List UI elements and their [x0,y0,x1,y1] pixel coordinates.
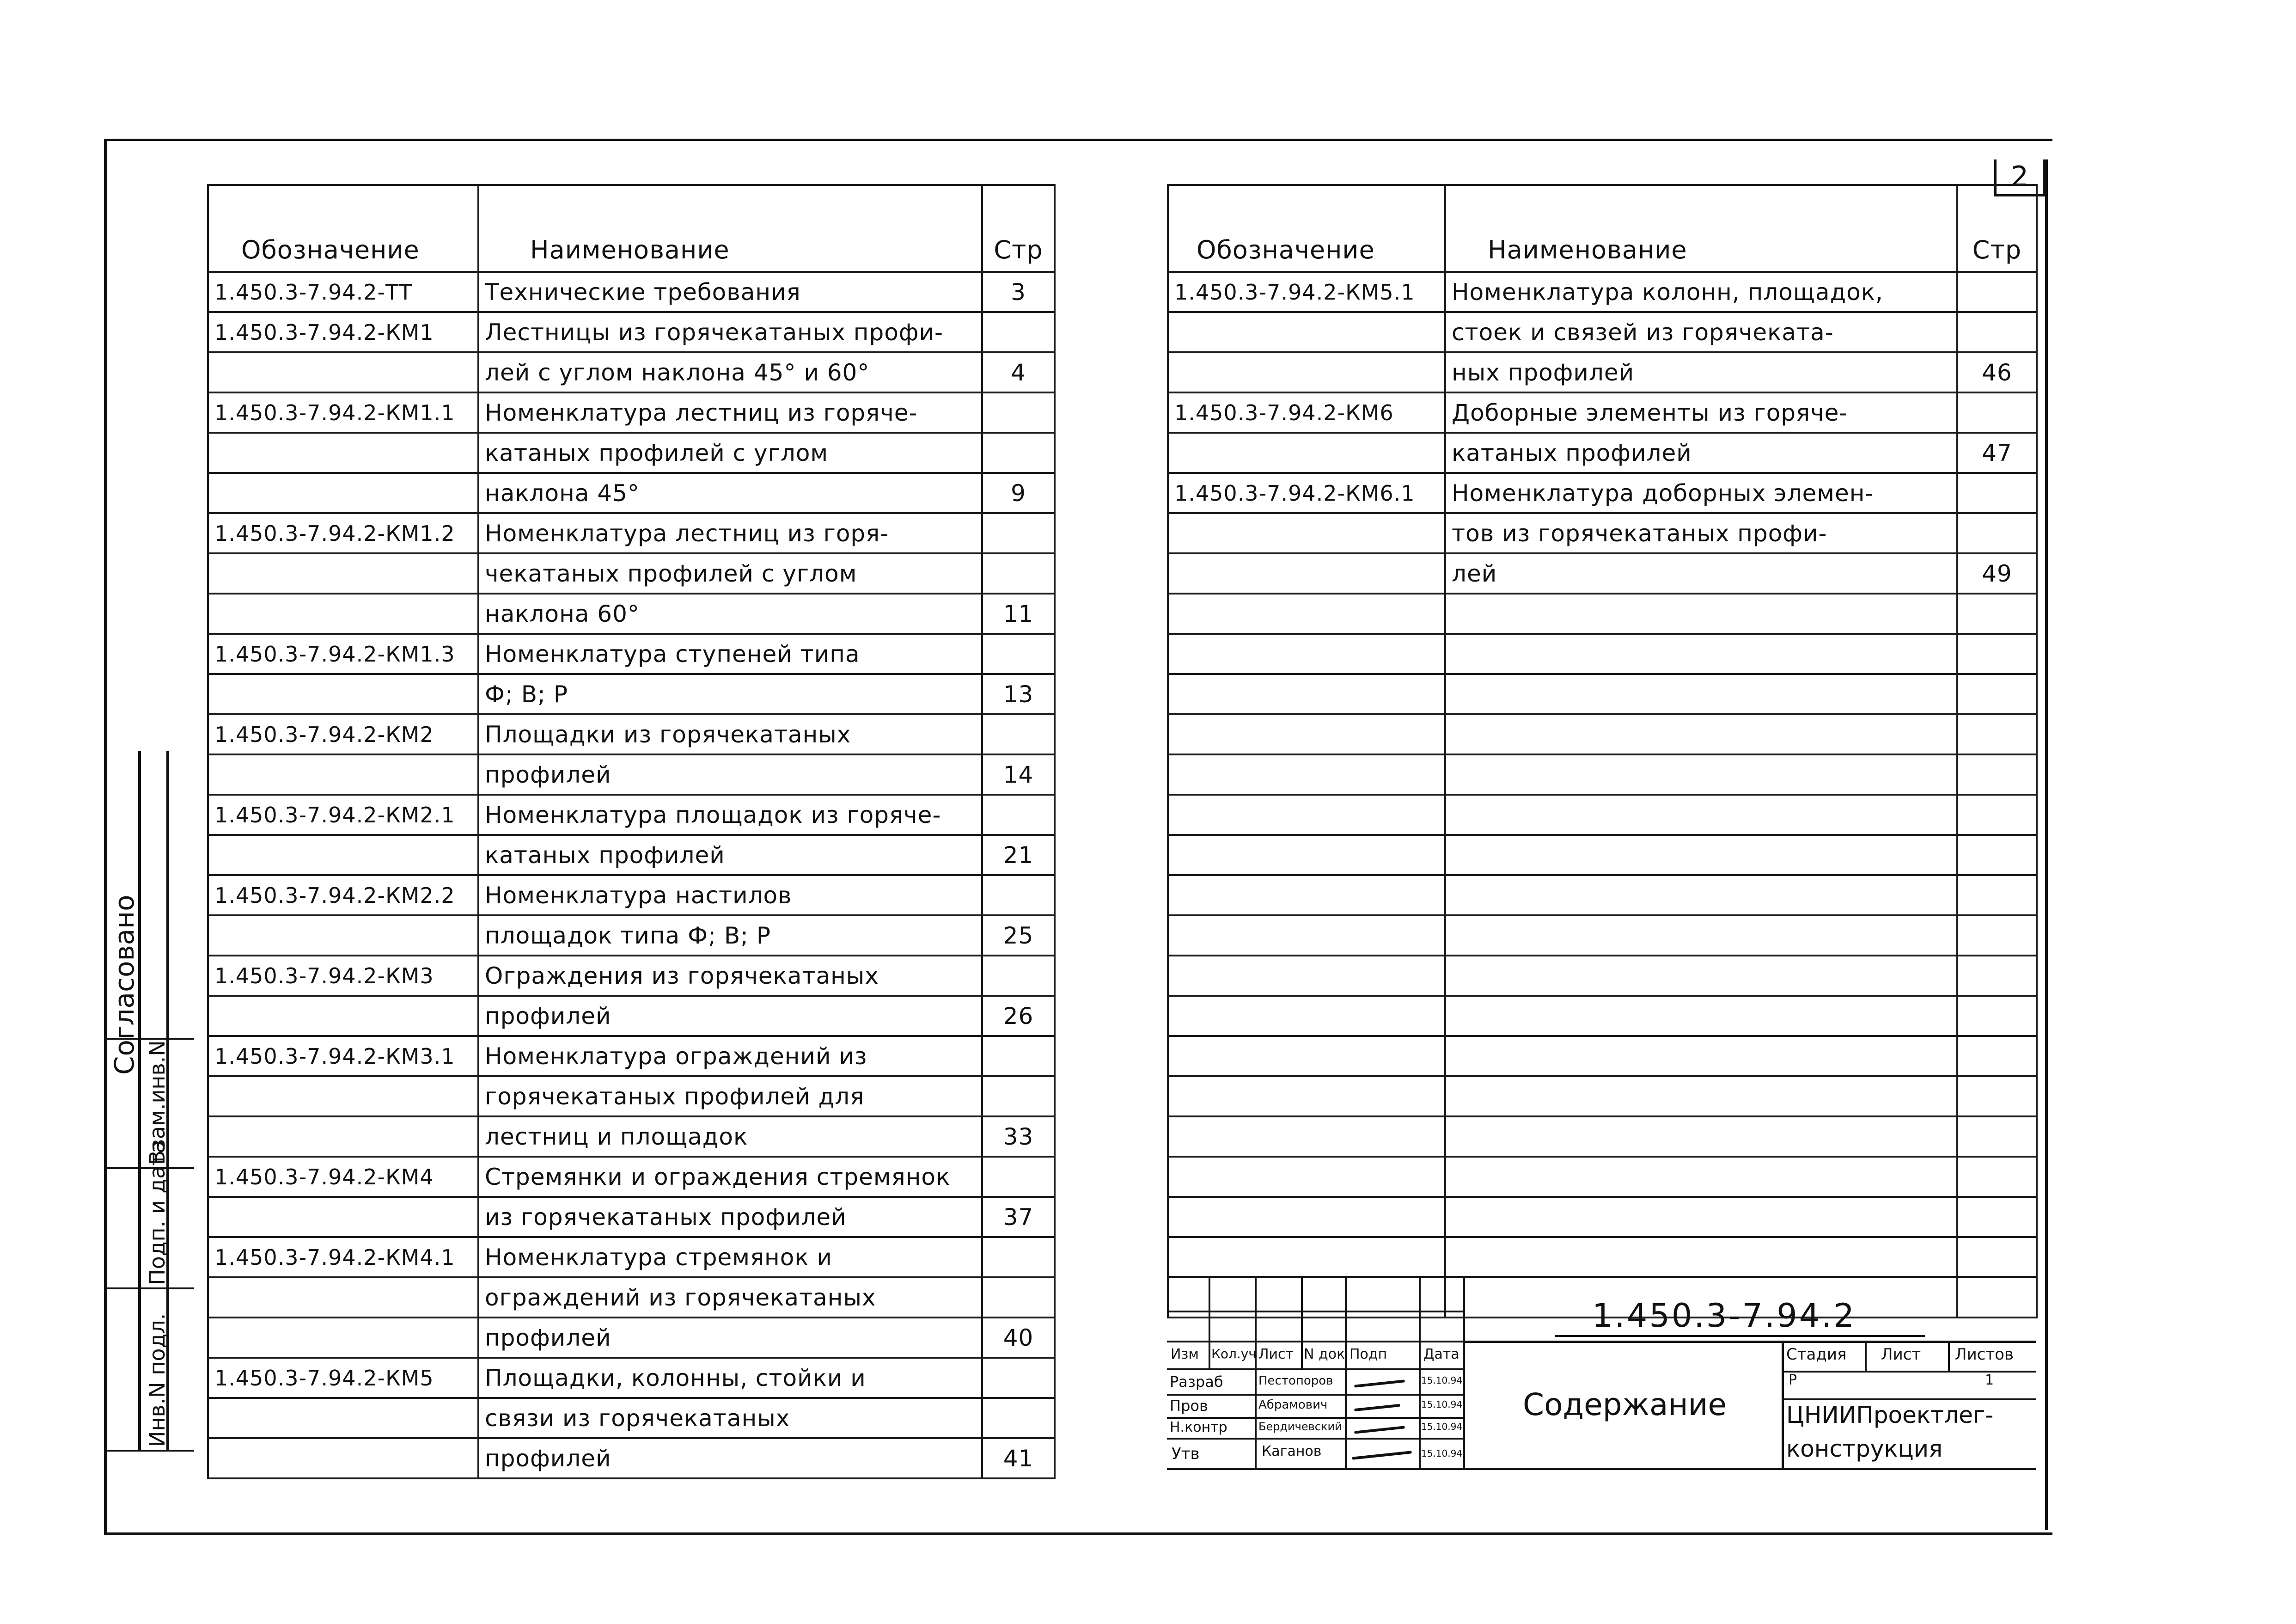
name-cell: лей [1445,553,1957,594]
designation-cell [1168,553,1445,594]
name-cell: лестниц и площадок [478,1116,982,1157]
name-cell: Ф; В; Р [478,674,982,714]
empty-table-row [1168,634,2037,674]
col-header-date: Дата [1423,1346,1459,1362]
empty-table-row [1168,835,2037,875]
side-column-narrow [167,751,193,1452]
designation-cell: 1.450.3-7.94.2-КМ4 [208,1157,478,1197]
header-designation: Обозначение [1168,185,1445,272]
designation-cell [208,835,478,875]
table-row [208,553,1055,594]
designation-cell: 1.450.3-7.94.2-КМ1.2 [208,513,478,553]
table-row [208,352,1055,392]
name-cell: Технические требования [478,272,982,312]
page-cell [982,875,1055,915]
name-cell: стоек и связей из горячеката- [1445,312,1957,352]
page-cell [982,1398,1055,1438]
name-cell: профилей [478,1438,982,1478]
empty-table-row [1168,1197,2037,1237]
empty-cell [1168,1116,1445,1157]
empty-cell [1445,795,1957,835]
role-developer: Разраб [1170,1373,1223,1391]
contents-table-left [207,184,1056,1479]
page-cell [982,634,1055,674]
name-cell: Номенклатура лестниц из горя- [478,513,982,553]
table-row [208,835,1055,875]
header-page: Стр [982,185,1055,272]
name-cell: Ограждения из горячекатаных [478,956,982,996]
table-row [208,594,1055,634]
agreed-label: Согласовано [109,895,140,1075]
page-cell: 21 [982,835,1055,875]
contents-right-body [1168,272,2037,1318]
page-cell [982,1076,1055,1116]
name-cell: Стремянки и ограждения стремянок [478,1157,982,1197]
empty-cell [1957,1116,2037,1157]
table-row [1168,392,2037,433]
empty-cell [1168,835,1445,875]
side-column-agreed [104,751,140,1452]
organization-line1: ЦНИИПроектлег- [1786,1402,1994,1428]
table-row [208,272,1055,312]
signature-developer [1354,1379,1405,1387]
empty-table-row [1168,674,2037,714]
table-row [1168,433,2037,473]
empty-cell [1957,795,2037,835]
page-cell [982,1277,1055,1318]
designation-cell [208,915,478,956]
name-cell: Номенклатура ограждений из [478,1036,982,1076]
designation-cell [208,433,478,473]
empty-cell [1957,1036,2037,1076]
empty-table-row [1168,1157,2037,1197]
table-row [208,956,1055,996]
page-cell [1957,473,2037,513]
empty-cell [1168,1036,1445,1076]
designation-cell: 1.450.3-7.94.2-КМ3.1 [208,1036,478,1076]
empty-table-row [1168,754,2037,795]
designation-cell: 1.450.3-7.94.2-КМ5.1 [1168,272,1445,312]
empty-cell [1957,875,2037,915]
page-cell [982,1036,1055,1076]
name-cell: профилей [478,996,982,1036]
name-cell: наклона 45° [478,473,982,513]
page-cell [982,433,1055,473]
name-cell: Номенклатура настилов [478,875,982,915]
page-cell: 9 [982,473,1055,513]
role-approved: Утв [1172,1445,1200,1463]
empty-cell [1445,1237,1957,1277]
name-cell: Номенклатура лестниц из горяче- [478,392,982,433]
empty-cell [1445,634,1957,674]
table-row [1168,553,2037,594]
empty-cell [1168,674,1445,714]
page-cell [1957,392,2037,433]
designation-cell [208,1076,478,1116]
surname-developer: Пестопоров [1258,1374,1333,1388]
name-cell: Номенклатура колонн, площадок, [1445,272,1957,312]
name-cell: катаных профилей [478,835,982,875]
date-developer: 15.10.94 [1421,1375,1463,1386]
page-cell [982,714,1055,754]
surname-norm-control: Бердичевский [1258,1420,1342,1433]
surname-approved: Каганов [1262,1443,1322,1459]
name-cell: Номенклатура площадок из горяче- [478,795,982,835]
page-cell [1957,272,2037,312]
empty-cell [1445,1197,1957,1237]
table-row [208,634,1055,674]
table-row [208,513,1055,553]
designation-cell [208,594,478,634]
stage-header: Стадия [1786,1345,1847,1364]
empty-cell [1445,1036,1957,1076]
page-cell [982,1358,1055,1398]
empty-table-row [1168,1237,2037,1277]
sheet-value: 1 [1985,1372,1994,1388]
table-row [208,1157,1055,1197]
table-row [208,1398,1055,1438]
empty-cell [1168,714,1445,754]
table-row [1168,352,2037,392]
name-cell: Номенклатура стремянок и [478,1237,982,1277]
table-row [208,392,1055,433]
empty-table-row [1168,875,2037,915]
designation-cell [1168,513,1445,553]
empty-cell [1445,915,1957,956]
empty-cell [1168,594,1445,634]
empty-cell [1957,835,2037,875]
name-cell: катаных профилей [1445,433,1957,473]
designation-cell [208,1438,478,1478]
empty-cell [1168,795,1445,835]
empty-cell [1957,1197,2037,1237]
designation-cell [208,1277,478,1318]
stage-value: Р [1789,1372,1797,1388]
table-row [1168,272,2037,312]
empty-cell [1445,714,1957,754]
designation-cell [208,553,478,594]
designation-cell [208,1116,478,1157]
header-name: Наименование [478,185,982,272]
table-row [208,1076,1055,1116]
name-cell: ных профилей [1445,352,1957,392]
page-cell [982,392,1055,433]
date-norm-control: 15.10.94 [1421,1421,1463,1432]
page-cell: 11 [982,594,1055,634]
role-norm-control: Н.контр [1170,1419,1227,1435]
table-row [208,1358,1055,1398]
designation-cell [208,674,478,714]
empty-cell [1168,1076,1445,1116]
designation-cell: 1.450.3-7.94.2-КМ2.1 [208,795,478,835]
designation-cell: 1.450.3-7.94.2-КМ5 [208,1358,478,1398]
col-header-change: Изм [1171,1346,1199,1362]
designation-cell [208,1398,478,1438]
page-cell [982,1157,1055,1197]
empty-cell [1445,1116,1957,1157]
empty-cell [1957,714,2037,754]
designation-cell [208,352,478,392]
table-row [208,1318,1055,1358]
designation-cell [208,473,478,513]
header-designation: Обозначение [208,185,478,272]
table-row [208,473,1055,513]
table-row [208,714,1055,754]
table-row [1168,473,2037,513]
table-row [208,875,1055,915]
name-cell: Номенклатура ступеней типа [478,634,982,674]
name-cell: профилей [478,754,982,795]
name-cell: из горячекатаных профилей [478,1197,982,1237]
designation-cell: 1.450.3-7.94.2-КМ2.2 [208,875,478,915]
table-header-row [1168,185,2037,272]
name-cell: наклона 60° [478,594,982,634]
empty-table-row [1168,714,2037,754]
header-page: Стр [1957,185,2037,272]
empty-cell [1957,1237,2037,1277]
table-row [208,996,1055,1036]
name-cell: ограждений из горячекатаных [478,1277,982,1318]
surname-checker: Абрамович [1258,1398,1328,1412]
designation-cell [208,1318,478,1358]
empty-cell [1445,875,1957,915]
empty-cell [1168,915,1445,956]
empty-table-row [1168,795,2037,835]
empty-cell [1957,1076,2037,1116]
table-row [1168,312,2037,352]
sheet-number: 2 [1994,159,2045,196]
empty-cell [1168,1237,1445,1277]
designation-cell: 1.450.3-7.94.2-КМ6 [1168,392,1445,433]
empty-cell [1957,674,2037,714]
side-approval-stamp [104,751,194,1452]
signature-norm-control [1354,1426,1405,1434]
page-cell: 41 [982,1438,1055,1478]
table-row [208,1116,1055,1157]
drawing-frame-right-edge [2045,159,2048,1530]
role-checker: Пров [1170,1397,1208,1415]
empty-table-row [1168,1116,2037,1157]
empty-cell [1168,996,1445,1036]
empty-cell [1168,875,1445,915]
table-row [208,1197,1055,1237]
table-row [208,1237,1055,1277]
designation-cell: 1.450.3-7.94.2-КМ1.3 [208,634,478,674]
empty-cell [1168,956,1445,996]
empty-cell [1957,754,2037,795]
col-header-count: Кол.уч [1211,1346,1256,1361]
sheets-header: Листов [1955,1345,2014,1364]
designation-cell [1168,352,1445,392]
designation-cell [208,754,478,795]
page-cell: 25 [982,915,1055,956]
name-cell: Доборные элементы из горяче- [1445,392,1957,433]
empty-cell [1168,634,1445,674]
empty-table-row [1168,996,2037,1036]
designation-cell [1168,312,1445,352]
name-cell: связи из горячекатаных [478,1398,982,1438]
empty-cell [1957,634,2037,674]
page-cell [982,513,1055,553]
page-cell: 4 [982,352,1055,392]
empty-cell [1168,1157,1445,1197]
signature-approved [1352,1451,1412,1460]
page-cell: 37 [982,1197,1055,1237]
page-cell [982,1237,1055,1277]
inv-original-label: Инв.N подл. [145,1313,170,1447]
page-cell: 26 [982,996,1055,1036]
name-cell: Номенклатура доборных элемен- [1445,473,1957,513]
name-cell: площадок типа Ф; В; Р [478,915,982,956]
organization-line2: конструкция [1786,1435,1943,1462]
designation-cell [208,1197,478,1237]
table-row [208,1036,1055,1076]
name-cell: горячекатаных профилей для [478,1076,982,1116]
empty-cell [1168,754,1445,795]
table-header-row [208,185,1055,272]
title-block [1167,1276,2036,1470]
name-cell: Площадки из горячекатаных [478,714,982,754]
table-row [208,433,1055,473]
table-row [208,1438,1055,1478]
date-checker: 15.10.94 [1421,1399,1463,1410]
empty-table-row [1168,1036,2037,1076]
empty-cell [1445,1157,1957,1197]
document-title: Содержание [1523,1387,1727,1422]
page-cell [1957,312,2037,352]
page-cell [982,553,1055,594]
designation-cell [1168,433,1445,473]
table-row [208,915,1055,956]
name-cell: чекатаных профилей с углом [478,553,982,594]
empty-table-row [1168,915,2037,956]
designation-cell: 1.450.3-7.94.2-КМ1.1 [208,392,478,433]
page-cell: 33 [982,1116,1055,1157]
page-cell [982,795,1055,835]
contents-table-right [1167,184,2038,1318]
name-cell: профилей [478,1318,982,1358]
empty-cell [1168,1197,1445,1237]
page-cell [1957,513,2037,553]
page-cell: 13 [982,674,1055,714]
empty-cell [1957,915,2037,956]
table-row [208,312,1055,352]
table-row [208,1277,1055,1318]
signature-checker [1354,1404,1400,1411]
sheet-header: Лист [1881,1345,1921,1364]
table-row [1168,513,2037,553]
page-cell: 14 [982,754,1055,795]
designation-cell: 1.450.3-7.94.2-КМ6.1 [1168,473,1445,513]
page-cell: 49 [1957,553,2037,594]
name-cell: Площадки, колонны, стойки и [478,1358,982,1398]
signature-date-label: Подп. и дата [145,1140,170,1285]
empty-cell [1445,754,1957,795]
name-cell: катаных профилей с углом [478,433,982,473]
page-cell [982,956,1055,996]
table-row [208,674,1055,714]
empty-cell [1445,594,1957,634]
page-cell: 46 [1957,352,2037,392]
designation-cell: 1.450.3-7.94.2-КМ2 [208,714,478,754]
empty-cell [1957,1157,2037,1197]
table-row [208,795,1055,835]
document-code: 1.450.3-7.94.2 [1592,1297,1856,1335]
designation-cell: 1.450.3-7.94.2-КМ4.1 [208,1237,478,1277]
page-cell [982,312,1055,352]
empty-cell [1957,594,2037,634]
designation-cell [208,996,478,1036]
designation-cell: 1.450.3-7.94.2-КМ3 [208,956,478,996]
page-cell: 40 [982,1318,1055,1358]
empty-cell [1445,1076,1957,1116]
empty-cell [1445,674,1957,714]
empty-cell [1445,956,1957,996]
col-header-sheet: Лист [1258,1346,1294,1362]
col-header-docnum: N док [1304,1346,1345,1362]
empty-cell [1445,996,1957,1036]
name-cell: лей с углом наклона 45° и 60° [478,352,982,392]
empty-cell [1445,835,1957,875]
designation-cell: 1.450.3-7.94.2-ТТ [208,272,478,312]
date-approved: 15.10.94 [1421,1448,1463,1459]
page-cell: 47 [1957,433,2037,473]
header-name: Наименование [1445,185,1957,272]
designation-cell: 1.450.3-7.94.2-КМ1 [208,312,478,352]
replaced-inv-label: Взам.инв.N [145,1040,170,1165]
contents-left-body [208,272,1055,1478]
empty-table-row [1168,1076,2037,1116]
name-cell: тов из горячекатаных профи- [1445,513,1957,553]
col-header-signature: Подп [1350,1346,1387,1362]
empty-cell [1957,956,2037,996]
empty-table-row [1168,594,2037,634]
empty-cell [1957,996,2037,1036]
table-row [208,754,1055,795]
empty-table-row [1168,956,2037,996]
name-cell: Лестницы из горячекатаных профи- [478,312,982,352]
page-cell: 3 [982,272,1055,312]
